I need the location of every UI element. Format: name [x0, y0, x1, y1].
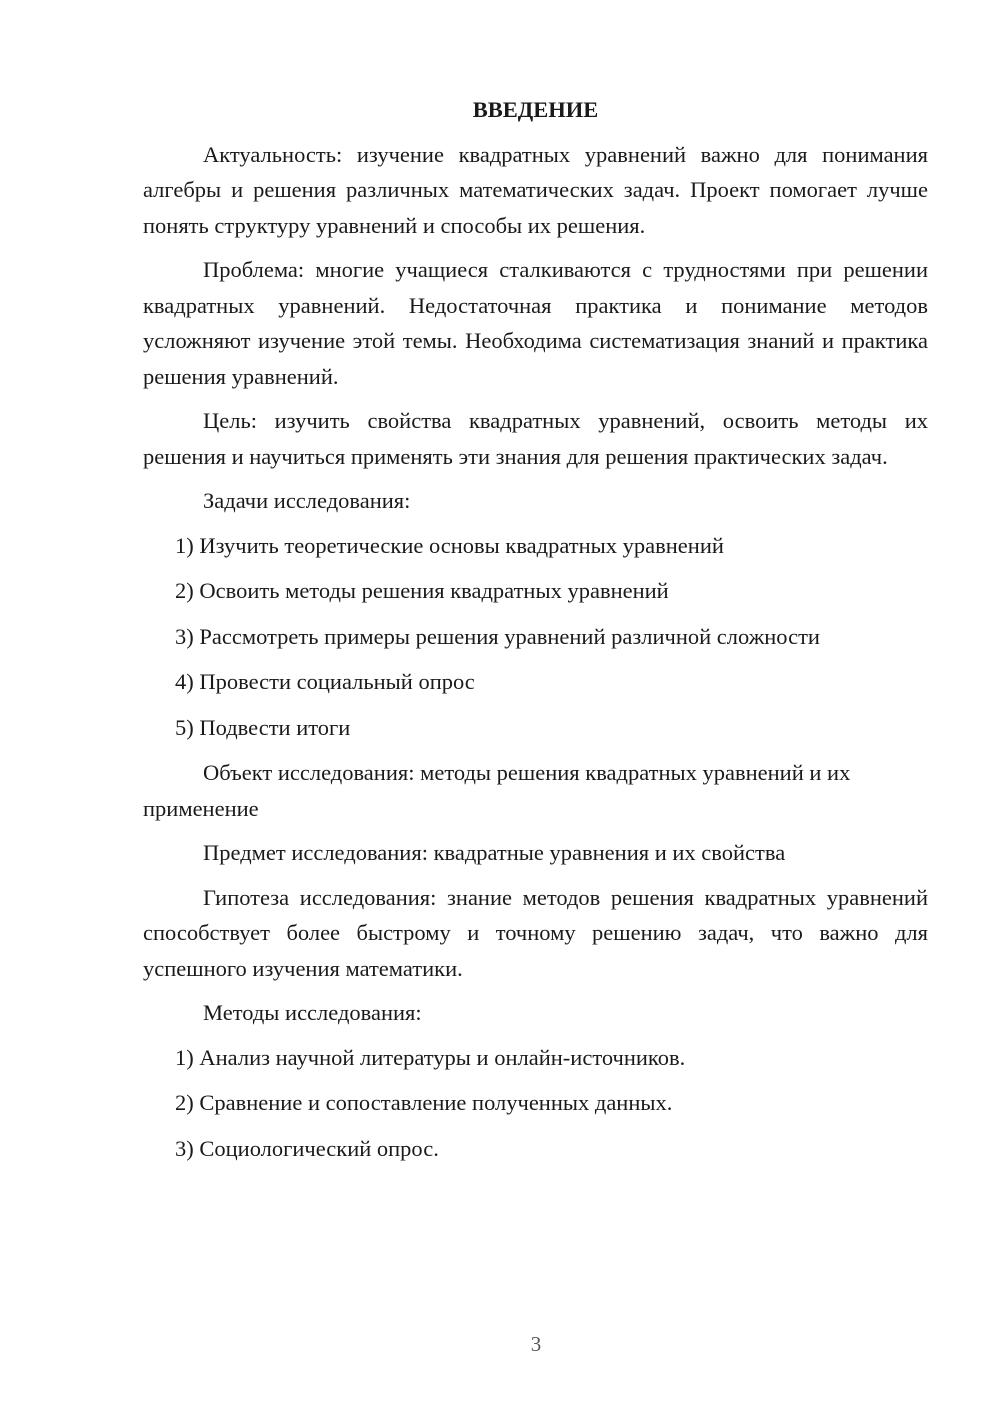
task-item: 2) Освоить методы решения квадратных уравнений — [175, 578, 669, 603]
method-item: 2) Сравнение и сопоставление полученных данных. — [175, 1090, 673, 1115]
subject-paragraph: Предмет исследования: квадратные уравнения и их свойства — [203, 840, 786, 865]
goal-paragraph: Цель: изучить свойства квадратных уравнений, освоить методы их решения и научиться применять эти знания для решения практических задач. — [143, 408, 928, 469]
task-item: 3) Рассмотреть примеры решения уравнений различной сложности — [175, 623, 820, 649]
relevance-paragraph: Актуальность: изучение квадратных уравнений важно для понимания алгебры и решения различных математических задач. Проект помогает лучше понять структуру уравнений и способы их решения. — [143, 141, 928, 238]
object-paragraph: Объект исследования: методы решения квадратных уравнений и их применение — [143, 760, 851, 821]
method-item: 3) Социологический опрос. — [175, 1135, 439, 1161]
problem-paragraph: Проблема: многие учащиеся сталкиваются с трудностями при решении квадратных уравнений. Недостаточная практика и понимание методов усложняют изучение этой темы. Необходима систематизация знаний и практика решения уравнений. — [143, 257, 928, 389]
task-item: 4) Провести социальный опрос — [175, 669, 475, 694]
section-title: ВВЕДЕНИЕ — [472, 97, 599, 122]
page-number: 3 — [530, 1332, 542, 1356]
task-item: 5) Подвести итоги — [175, 714, 351, 740]
page-content — [143, 92, 928, 1176]
tasks-heading: Задачи исследования: — [203, 488, 411, 513]
method-item: 1) Анализ научной литературы и онлайн-источников. — [175, 1044, 686, 1070]
task-item: 1) Изучить теоретические основы квадратных уравнений — [175, 532, 724, 558]
methods-heading: Методы исследования: — [203, 1000, 422, 1025]
hypothesis-paragraph: Гипотеза исследования: знание методов решения квадратных уравнений способствует более быстрому и точному решению задач, что важно для успешного изучения математики. — [143, 884, 928, 981]
